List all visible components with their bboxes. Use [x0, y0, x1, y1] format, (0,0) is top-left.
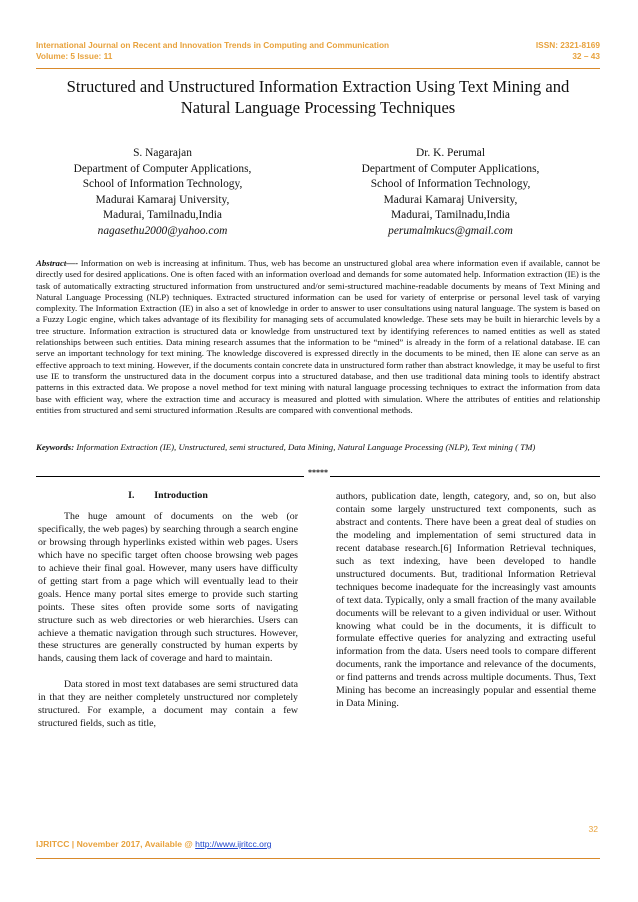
- author-location: Madurai, Tamilnadu,India: [103, 209, 222, 222]
- author-block-1: [40, 146, 285, 240]
- author-email[interactable]: nagasethu2000@yahoo.com: [97, 224, 228, 237]
- paper-title-line-1: Structured and Unstructured Information Extraction Using Text Mining and: [66, 77, 570, 96]
- author-university: Madurai Kamaraj University,: [95, 193, 230, 206]
- header-rule: [36, 68, 600, 69]
- issn: ISSN: 2321-8169: [535, 40, 600, 50]
- separator-line-right: [330, 476, 600, 477]
- paper-title-line-2: Natural Language Processing Techniques: [180, 98, 456, 117]
- abstract: [36, 258, 600, 416]
- author-name: Dr. K. Perumal: [416, 147, 485, 159]
- page-range: 32 – 43: [572, 51, 600, 61]
- author-email[interactable]: perumalmkucs@gmail.com: [388, 224, 513, 237]
- left-column: [38, 490, 298, 731]
- keywords: [36, 442, 600, 453]
- volume-issue: Volume: 5 Issue: 11: [36, 51, 113, 61]
- footer-rule: [36, 858, 600, 859]
- abstract-text: Information on web is increasing at infinitum. Thus, web has become an unstructured global area where information even if available, cannot be directly used for desired applications. One is often faced with an information overload and demands for some automated help. Information extraction (IE) is the task of automatically extracting structured information from unstructured and/or semi-structured machine-readable documents by means of Text Mining and Natural Language Processing (NLP) techniques. Extracted structured information can be used for variety of enterprise or personal level task of varying complexity. The Information Extraction (IE) in also a set of knowledge in order to answer to user consultations using natural language. The system is based on a Fuzzy Logic engine, which takes advantage of its flexibility for managing sets of accumulated knowledge. These sets may be built in hierarchic levels by a tree structure. Information extraction is structured data or knowledge from unstructured text by identifying references to named entities as well as stated relationships between such entities. Data mining research assumes that the information to be “mined” is already in the form of a relational database. IE can serve an important technology for text mining. The knowledge discovered is expressed directly in the documents to be mined, then IE alone can serve as an effective approach to text mining. However, if the documents contain concrete data in unstructured form rather than abstract knowledge, it may be useful to first use IE to transform the unstructured data in the document corpus into a structured database, and then use traditional data mining tools to identify abstract patterns in this extracted data. We propose a novel method for text mining with natural language processing techniques to extract the information from data base with efficient way, where the extraction time and accuracy is measured and plotted with simulation. Where the attributes of entities and relationship entities from structured and semi structured information .Results are compared with conventional methods.: [36, 258, 601, 415]
- author-university: Madurai Kamaraj University,: [383, 193, 518, 206]
- right-column: [336, 491, 596, 711]
- paper-title: [36, 76, 600, 118]
- paragraph: The huge amount of documents on the web (or specifically, the web pages) by searching through a search engine or browsing through hyperlinks existed within web pages. Users which have no specific target often choose browsing web pages to achieve their final goal. However, many users have difficulty of getting start from a page which will eventually lead to their goals. Hence many portal sites emerge to provide such starting points. These sites often provide some sorts of navigating structure such as web directories or web hierarchies. Users can achieve a thematic navigation through such structures. However, these structures are generally constructed by human experts by hands, causing them lack of coverage and hard to maintain.: [38, 510, 298, 665]
- separator-stars: *****: [308, 468, 328, 477]
- author-department: Department of Computer Applications,: [361, 162, 540, 175]
- keywords-label: Keywords:: [36, 442, 75, 452]
- footer: [36, 839, 272, 849]
- section-heading: I. Introduction: [128, 490, 208, 501]
- journal-link[interactable]: http://www.ijritcc.org: [195, 839, 272, 849]
- page-number: 32: [588, 824, 598, 834]
- author-name: S. Nagarajan: [133, 147, 192, 159]
- keywords-text: Information Extraction (IE), Unstructured, semi structured, Data Mining, Natural Language Processing (NLP), Text mining ( TM): [74, 442, 536, 452]
- abstract-label: Abstract—-: [36, 258, 79, 268]
- paragraph: Data stored in most text databases are semi structured data in that they are neither completely unstructured nor completely structured. For example, a document may contain a few structured fields, such as title,: [38, 679, 298, 730]
- footer-text: IJRITCC | November 2017, Available @: [36, 839, 196, 849]
- section-separator: [36, 468, 600, 480]
- author-school: School of Information Technology,: [82, 178, 243, 191]
- author-school: School of Information Technology,: [370, 178, 531, 191]
- author-department: Department of Computer Applications,: [73, 162, 252, 175]
- author-location: Madurai, Tamilnadu,India: [391, 209, 510, 222]
- author-block-2: [328, 146, 573, 240]
- paragraph: authors, publication date, length, category, and, so on, but also contain some largely unstructured text components, such as abstract and contents. There have been a great deal of studies on the modeling and implementation of semi structured data in recent database research.[6] Information Retrieval techniques, such as text indexing, have been developed to handle unstructured documents. But, traditional Information Retrieval techniques become inadequate for the increasingly vast amounts of text data. Typically, only a small fraction of the many available documents will be relevant to a given individual or user. Without knowing what could be in the documents, it is difficult to formulate effective queries for analyzing and extracting useful information from the data. Users need tools to compare different documents, rank the importance and relevance of the documents, or find patterns and trends across multiple documents. Thus, Text Mining has become an increasingly popular and essential theme in Data Mining.: [336, 491, 596, 710]
- journal-name: International Journal on Recent and Innovation Trends in Computing and Communication: [36, 40, 390, 50]
